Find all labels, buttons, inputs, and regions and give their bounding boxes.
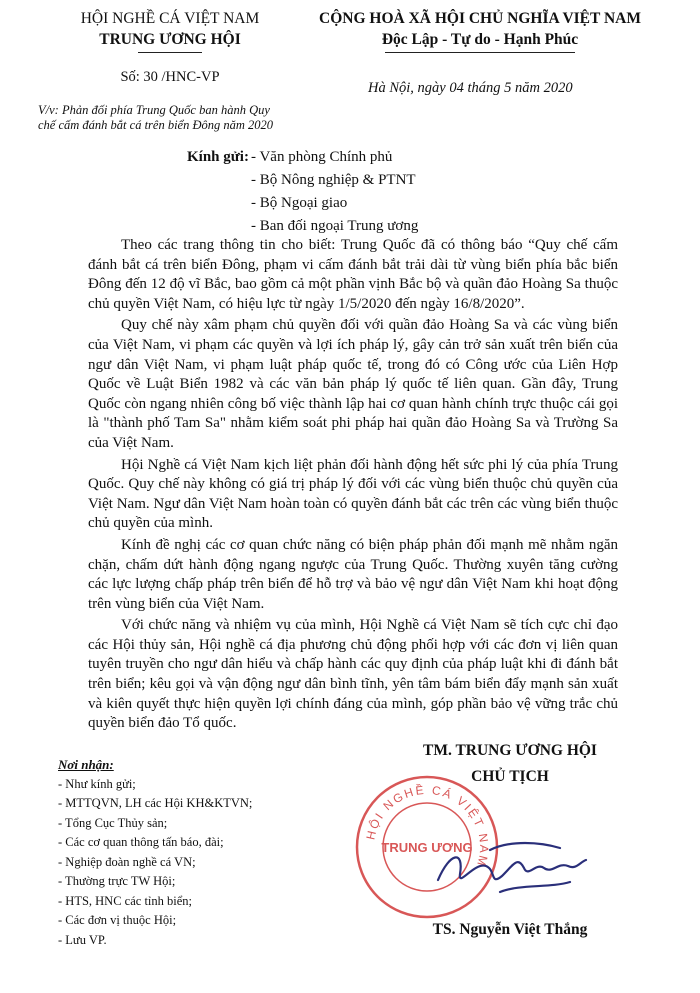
subject-line-2: chế cấm đánh bắt cá trên biển Đông năm 2020: [38, 118, 274, 132]
recipient-item: - Bộ Nông nghiệp & PTNT: [251, 172, 416, 188]
recipient-item: - Văn phòng Chính phủ: [251, 149, 393, 165]
distribution-item: - HTS, HNC các tỉnh biển;: [58, 893, 193, 908]
signatory-title: TM. TRUNG ƯƠNG HỘI: [423, 742, 597, 759]
seal-ring-text: HỘI NGHỀ CÁ VIỆT NAM: [363, 782, 492, 870]
distribution-item: - Lưu VP.: [58, 932, 107, 947]
distribution-item: - Tổng Cục Thủy sản;: [58, 815, 168, 830]
distribution-item: - MTTQVN, LH các Hội KH&KTVN;: [58, 796, 253, 810]
issuer-org: HỘI NGHỀ CÁ VIỆT NAM: [80, 10, 260, 27]
distribution-item: - Các cơ quan thông tấn báo, đài;: [58, 835, 224, 849]
recipients-block: [187, 146, 418, 238]
subject-line: [38, 103, 338, 133]
distribution-item: - Thường trực TW Hội;: [58, 874, 176, 888]
seal-center-text: TRUNG ƯƠNG: [381, 840, 473, 855]
issuer-unit: TRUNG ƯƠNG HỘI: [99, 31, 241, 48]
recipient-item: - Bộ Ngoại giao: [251, 195, 348, 211]
document-date: Hà Nội, ngày 04 tháng 5 năm 2020: [368, 80, 573, 96]
national-heading: [300, 8, 660, 53]
body-paragraph: Theo các trang thông tin cho biết: Trung Quốc đã có thông báo “Quy chế cấm đánh bắt cá trên biển Đông, phạm vi cấm đánh bắt trải dài từ vùng biển phía bắc biển Đông đến 12 độ vĩ Bắc, bao gồm cả một phần vịnh Bắc bộ và quần đảo Hoàng Sa thuộc chủ quyền Việt Nam, có hiệu lực từ ngày 1/5/2020 đến ngày 16/8/2020”.: [88, 237, 618, 312]
handwritten-signature: [430, 832, 590, 902]
nation-title: CỘNG HOÀ XÃ HỘI CHỦ NGHĨA VIỆT NAM: [319, 10, 641, 27]
body-paragraph: Hội Nghề cá Việt Nam kịch liệt phản đối hành động hết sức phi lý của phía Trung Quốc. Quy chế này không có giá trị pháp lý đối với các vùng biển thuộc chủ quyền của Việt Nam. Ngư dân Việt Nam hoàn toàn có quyền đánh bắt các trên các vùng biển thuộc chủ quyền của mình.: [88, 456, 618, 532]
issuer-underline: [138, 52, 202, 53]
distribution-item: - Nghiệp đoàn nghề cá VN;: [58, 854, 196, 869]
motto-underline: [385, 52, 575, 53]
issuer-block: [70, 8, 270, 88]
signatory-name: TS. Nguyễn Việt Thắng: [432, 921, 588, 938]
body-paragraph: Kính đề nghị các cơ quan chức năng có biện pháp phản đối mạnh mẽ nhằm ngăn chặn, chấm dứt hành động ngang ngược của Trung Quốc. Thường xuyên tăng cường các lực lượng chấp pháp trên biển để hỗ trợ và bảo vệ ngư dân Việt Nam khi hoạt động trên vùng biển của Việt Nam.: [88, 536, 618, 612]
letter-body: [88, 236, 618, 736]
recipient-item: - Ban đối ngoại Trung ương: [251, 218, 419, 234]
nation-motto: Độc Lập - Tự do - Hạnh Phúc: [381, 31, 579, 48]
body-paragraph: Quy chế này xâm phạm chủ quyền đối với quần đảo Hoàng Sa và các vùng biển của Việt Nam, vi phạm các quyền và lợi ích pháp lý, gây cản trở sản xuất trên biển của ngư dân Việt Nam, vi phạm luật pháp quốc tế, trong đó có Công ước của Liên Hợp Quốc về Luật Biển 1982 và các văn bản pháp lý quốc tế liên quan. Gần đây, Trung Quốc còn ngang nhiên công bố việc thành lập hai cơ quan hành chính trực thuộc cái gọi là "thành phố Tam Sa" nhằm kiểm soát phi pháp hai quần đảo Hoàng Sa và Trường Sa của Việt Nam.: [88, 317, 618, 451]
distribution-item: - Như kính gửi;: [58, 776, 136, 791]
signatory-position: CHỦ TỊCH: [471, 768, 549, 785]
distribution-item: - Các đơn vị thuộc Hội;: [58, 913, 177, 927]
body-paragraph: Với chức năng và nhiệm vụ của mình, Hội Nghề cá Việt Nam sẽ tích cực chỉ đạo các Hội thủy sản, Hội nghề cá địa phương chủ động phối hợp với các đơn vị liên quan tuyên truyền cho ngư dân hiểu và chấp hành các quy định của pháp luật khi đi đánh bắt trên biển; kêu gọi và vận động ngư dân bình tĩnh, yên tâm bám biển đẩy mạnh sản xuất và kiên quyết thực hiện quyền lợi chính đáng của mình, góp phần bảo vệ vững trắc chủ quyền biển đảo Tổ quốc.: [88, 617, 618, 732]
distribution-title: Nơi nhận:: [58, 757, 114, 772]
subject-line-1: V/v: Phản đối phía Trung Quốc ban hành Quy: [38, 103, 270, 117]
recipients-label: Kính gửi:: [187, 149, 249, 165]
document-number: Số: 30 /HNC-VP: [120, 69, 220, 85]
distribution-list: [58, 755, 378, 950]
